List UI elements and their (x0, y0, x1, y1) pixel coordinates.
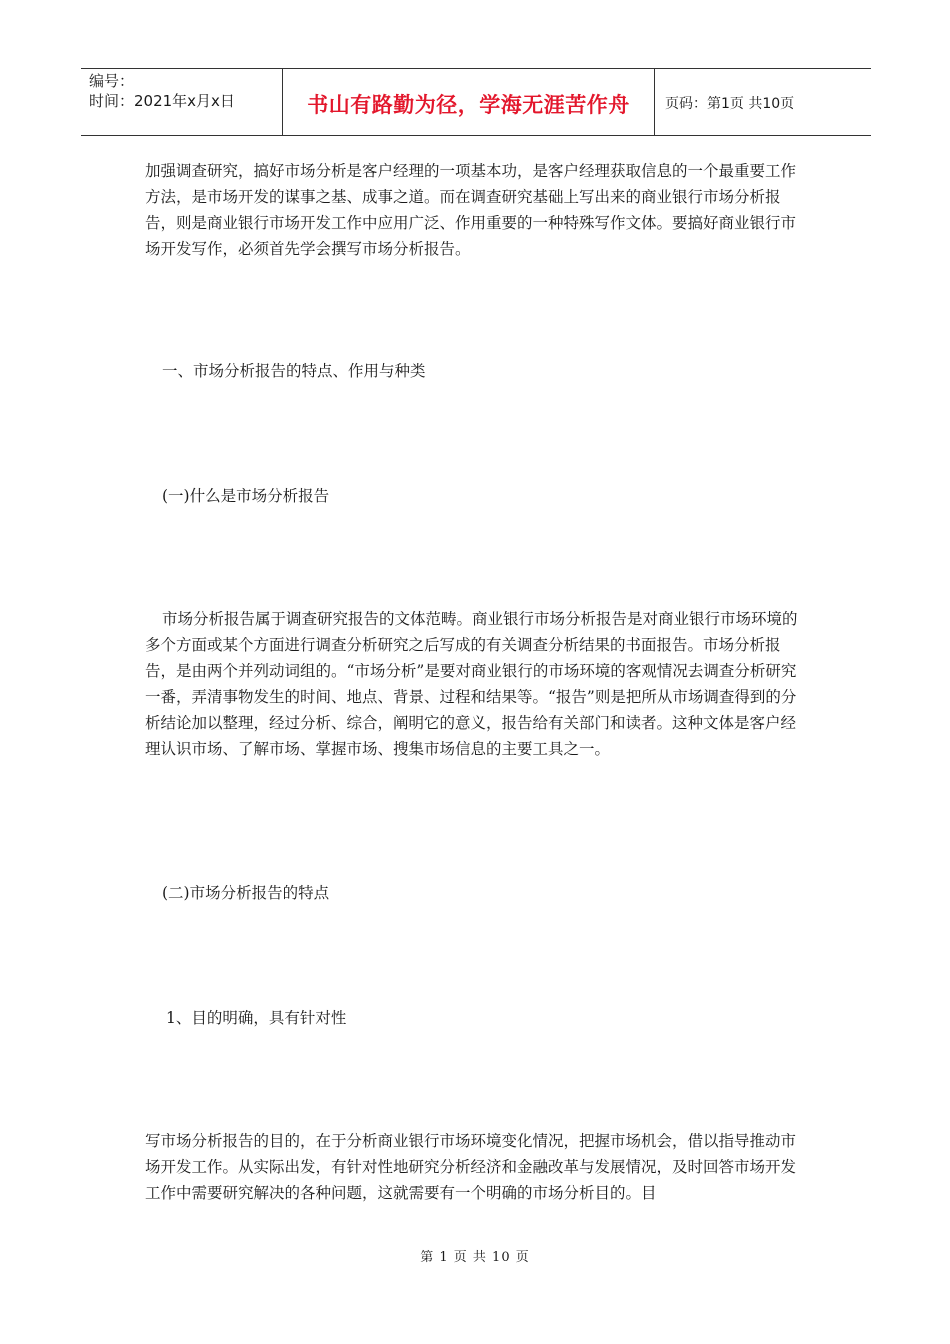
document-time-label: 时间：2021年x月x日 (89, 92, 235, 110)
purpose-paragraph: 写市场分析报告的目的，在于分析商业银行市场环境变化情况，把握市场机会，借以指导推动市场开发工作。从实际出发，有针对性地研究分析经济和金融改革与发展情况，及时回答市场开发工作中需要研究解决的各种问题，这就需要有一个明确的市场分析目的。目 (145, 1132, 797, 1202)
item-1-title: 1、目的明确，具有针对性 (166, 1009, 347, 1027)
document-number-label: 编号： (89, 72, 135, 90)
subsection-2-title: (二)市场分析报告的特点 (162, 884, 330, 902)
page-footer: 第 1 页 共 10 页 (420, 1250, 530, 1265)
header-motto: 书山有路勤为径，学海无涯苦作舟 (283, 69, 655, 135)
document-header (81, 68, 871, 136)
section-1-title: 一、市场分析报告的特点、作用与种类 (162, 362, 426, 380)
subsection-1-title: (一)什么是市场分析报告 (162, 487, 330, 505)
intro-paragraph: 加强调查研究，搞好市场分析是客户经理的一项基本功，是客户经理获取信息的一个最重要工作方法，是市场开发的谋事之基、成事之道。而在调查研究基础上写出来的商业银行市场分析报告，则是商业银行市场开发工作中应用广泛、作用重要的一种特殊写作文体。要搞好商业银行市场开发写作，必须首先学会撰写市场分析报告。 (145, 162, 797, 258)
definition-paragraph: 市场分析报告属于调查研究报告的文体范畴。商业银行市场分析报告是对商业银行市场环境的多个方面或某个方面进行调查分析研究之后写成的有关调查分析结果的书面报告。市场分析报告，是由两个并列动词组的。“市场分析”是要对商业银行的市场环境的客观情况去调查分析研究一番，弄清事物发生的时间、地点、背景、过程和结果等。“报告”则是把所从市场调查得到的分析结论加以整理，经过分析、综合，阐明它的意义，报告给有关部门和读者。这种文体是客户经理认识市场、了解市场、掌握市场、搜集市场信息的主要工具之一。 (145, 610, 798, 758)
header-page-code: 页码：第1页 共10页 (665, 96, 795, 112)
header-meta (81, 69, 283, 135)
